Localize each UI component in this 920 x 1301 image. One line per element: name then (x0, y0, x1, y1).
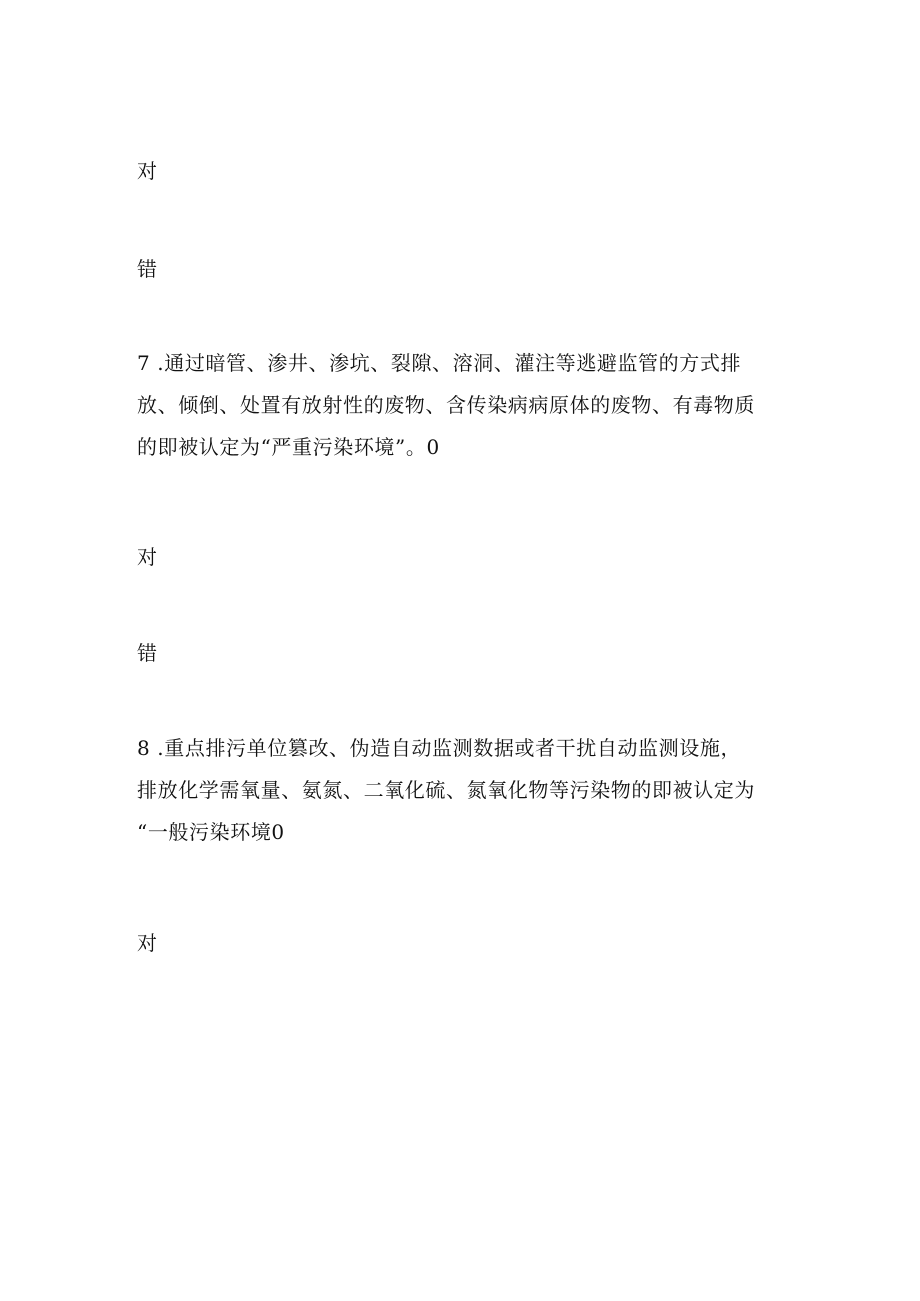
question-7-line-2: 放、倾倒、处置有放射性的废物、含传染病病原体的废物、有毒物质 (137, 393, 755, 417)
answer-option-true: 对 (137, 931, 158, 955)
answer-option-false: 错 (137, 257, 158, 281)
answer-option-true: 对 (137, 545, 158, 569)
question-7-line-3: 的即被认定为“严重污染环境”。0 (137, 435, 440, 459)
question-7-line-1: 7 .通过暗管、渗井、渗坑、裂隙、溶洞、灌注等逃避监管的方式排 (137, 351, 742, 375)
answer-option-false: 错 (137, 641, 158, 665)
question-7 (137, 351, 755, 459)
question-8-line-2: 排放化学需氧量、氨氮、二氧化硫、氮氧化物等污染物的即被认定为 (137, 778, 755, 802)
answer-option-true: 对 (137, 159, 158, 183)
question-8 (137, 736, 755, 844)
question-8-line-1: 8 .重点排污单位篡改、伪造自动监测数据或者干扰自动监测设施， (137, 736, 742, 760)
question-8-line-3: “一般污染环境0 (137, 820, 285, 844)
